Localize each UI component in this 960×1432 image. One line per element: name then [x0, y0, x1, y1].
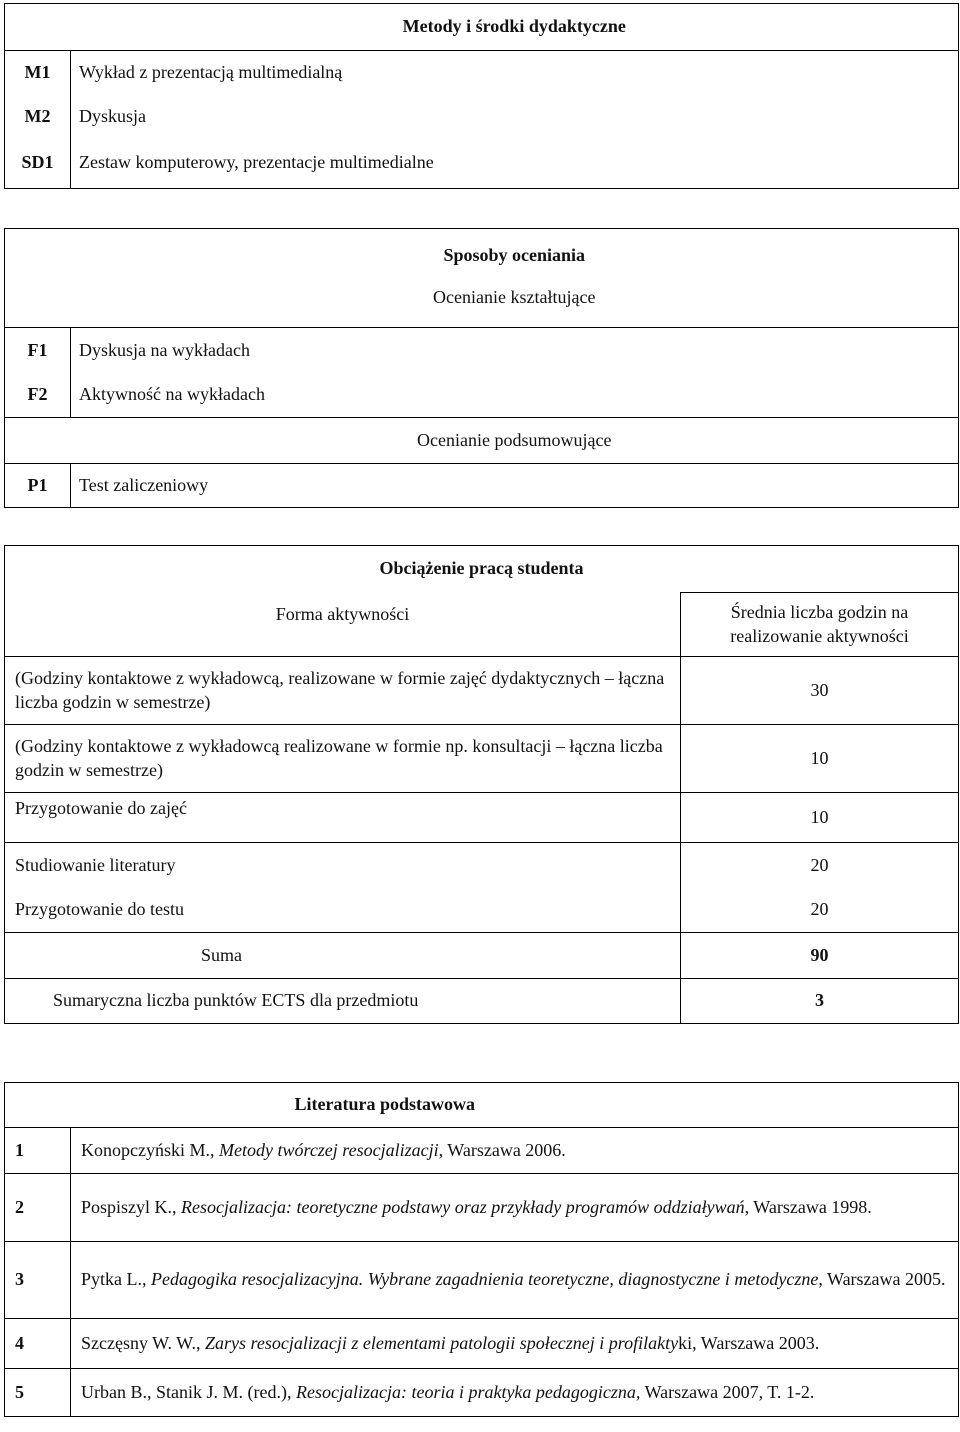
sum-value: 90	[681, 933, 959, 979]
literature-header: Literatura podstawowa	[71, 1083, 959, 1128]
workload-hours: 10	[681, 793, 959, 843]
methods-header: Metody i środki dydaktyczne	[71, 4, 959, 51]
assessment-code: P1	[5, 464, 71, 508]
workload-activity: (Godziny kontaktowe z wykładowcą realizowane w formie np. konsultacji – łączna liczba godzin w semestrze)	[5, 725, 681, 793]
method-code: SD1	[5, 139, 71, 189]
literature-number: 5	[5, 1369, 71, 1417]
assessment-code: F1	[5, 328, 71, 373]
method-text: Dyskusja	[71, 95, 959, 139]
workload-hours: 20	[681, 888, 959, 933]
assessment-text: Test zaliczeniowy	[71, 464, 959, 508]
literature-number: 1	[5, 1128, 71, 1174]
literature-table	[4, 1082, 959, 1417]
literature-item: Szczęsny W. W., Zarys resocjalizacji z elementami patologii społecznej i profilaktyki, Warszawa 2003.	[71, 1319, 959, 1369]
method-text: Wykład z prezentacją multimedialną	[71, 51, 959, 95]
method-text: Zestaw komputerowy, prezentacje multimedialne	[71, 139, 959, 189]
workload-hours: 10	[681, 725, 959, 793]
literature-item: Urban B., Stanik J. M. (red.), Resocjalizacja: teoria i praktyka pedagogiczna, Warszawa 2007, T. 1-2.	[71, 1369, 959, 1417]
assessment-table	[4, 228, 959, 508]
workload-activity: Przygotowanie do testu	[5, 888, 681, 933]
formative-label: Ocenianie kształtujące	[71, 282, 959, 328]
literature-item: Pospiszyl K., Resocjalizacja: teoretyczne podstawy oraz przykłady programów oddziaływań, Warszawa 1998.	[71, 1174, 959, 1242]
literature-number: 2	[5, 1174, 71, 1242]
literature-number: 4	[5, 1319, 71, 1369]
workload-table	[4, 545, 959, 1024]
sum-label: Suma	[5, 933, 681, 979]
literature-item: Konopczyński M., Metody twórczej resocjalizacji, Warszawa 2006.	[71, 1128, 959, 1174]
workload-activity: (Godziny kontaktowe z wykładowcą, realizowane w formie zajęć dydaktycznych – łączna liczba godzin w semestrze)	[5, 657, 681, 725]
workload-activity: Przygotowanie do zajęć	[5, 793, 681, 843]
col-activity-header: Forma aktywności	[5, 593, 681, 657]
assessment-code: F2	[5, 373, 71, 418]
summative-label: Ocenianie podsumowujące	[71, 418, 959, 464]
ects-value: 3	[681, 979, 959, 1024]
literature-number: 3	[5, 1242, 71, 1319]
literature-item: Pytka L., Pedagogika resocjalizacyjna. Wybrane zagadnienia teoretyczne, diagnostyczne i metodyczne, Warszawa 2005.	[71, 1242, 959, 1319]
ects-label: Sumaryczna liczba punktów ECTS dla przedmiotu	[5, 979, 681, 1024]
assessment-text: Dyskusja na wykładach	[71, 328, 959, 373]
methods-table	[4, 3, 959, 189]
assessment-header: Sposoby oceniania	[71, 229, 959, 282]
method-code: M2	[5, 95, 71, 139]
assessment-text: Aktywność na wykładach	[71, 373, 959, 418]
method-code: M1	[5, 51, 71, 95]
col-hours-header: Średnia liczba godzin na realizowanie aktywności	[681, 593, 959, 657]
workload-hours: 20	[681, 843, 959, 888]
workload-activity: Studiowanie literatury	[5, 843, 681, 888]
workload-header: Obciążenie pracą studenta	[5, 546, 959, 593]
workload-hours: 30	[681, 657, 959, 725]
